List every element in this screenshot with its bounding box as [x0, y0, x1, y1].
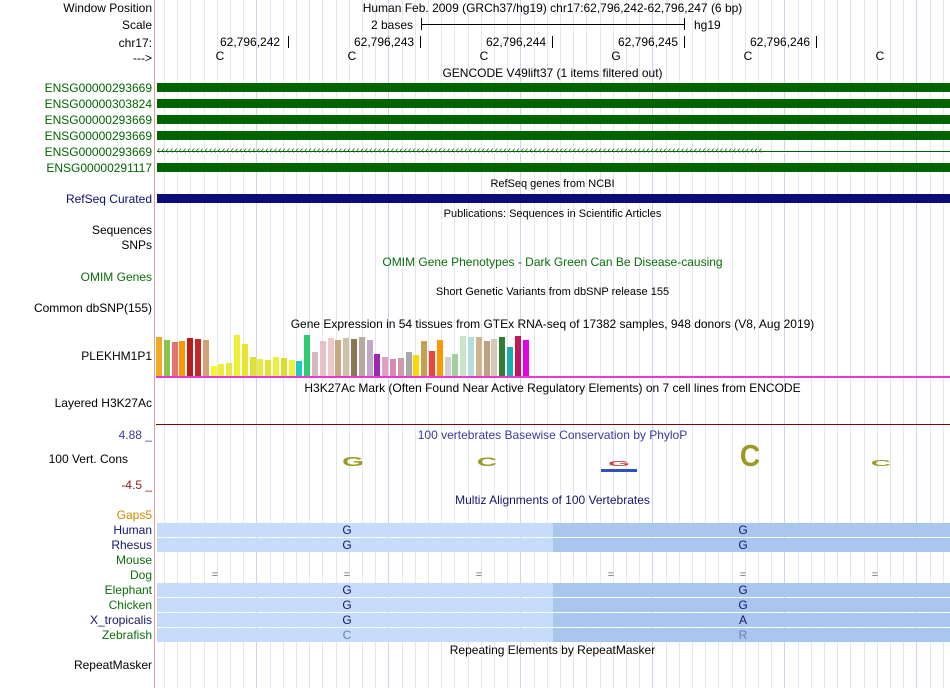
gencode-gene-label[interactable]: ENSG00000291117 [46, 161, 152, 175]
gtex-tissue-bar[interactable] [499, 337, 505, 376]
gtex-tissue-bar[interactable] [452, 354, 458, 376]
publications-sequences-label[interactable]: Sequences [91, 223, 152, 237]
multiz-base: G [738, 523, 748, 537]
gencode-gene-label[interactable]: ENSG00000293669 [44, 113, 152, 127]
gencode-gene-bar[interactable] [157, 163, 950, 172]
multiz-alignment-row[interactable] [157, 613, 950, 627]
window-position-text: Human Feb. 2009 (GRCh37/hg19) chr17:62,796,242-62,796,247 (6 bp) [362, 1, 743, 15]
label-column-divider [154, 0, 155, 688]
gtex-tissue-bar[interactable] [195, 339, 201, 376]
gtex-tissue-bar[interactable] [429, 351, 435, 376]
gtex-gene-line [156, 376, 950, 378]
gtex-tissue-bar[interactable] [523, 340, 529, 376]
gtex-tissue-bar[interactable] [218, 364, 224, 376]
conservation-track-label[interactable]: 100 Vert. Cons [48, 452, 128, 466]
multiz-species-label[interactable]: Rhesus [111, 538, 152, 552]
ruler-tick-mark-1 [288, 36, 289, 48]
multiz-base: = [211, 569, 219, 581]
multiz-base: G [738, 598, 748, 612]
sequence-base-2: C [347, 49, 357, 63]
ruler-tick-label-3: 62,796,244 [486, 35, 547, 49]
multiz-alignment-row[interactable] [157, 523, 950, 537]
multiz-base: A [738, 613, 747, 627]
ruler-tick-label-5: 62,796,246 [750, 35, 811, 49]
scale-bar [421, 24, 684, 25]
gtex-tissue-bar[interactable] [437, 340, 443, 376]
sequence-base-5: C [743, 49, 753, 63]
gtex-tissue-bar[interactable] [265, 360, 271, 376]
sequence-base-1: C [215, 49, 225, 63]
scale-bar-right-tick [684, 18, 685, 30]
gtex-tissue-bar[interactable] [289, 360, 295, 376]
gtex-tissue-bar[interactable] [179, 341, 185, 376]
sequence-base-4: G [611, 49, 621, 63]
omim-track-title[interactable]: OMIM Gene Phenotypes - Dark Green Can Be Disease-causing [382, 255, 723, 269]
gtex-tissue-bar[interactable] [187, 338, 193, 376]
gtex-tissue-bar[interactable] [203, 340, 209, 376]
dbsnp-track-label[interactable]: Common dbSNP(155) [33, 301, 152, 315]
gtex-tissue-bar[interactable] [468, 337, 474, 376]
omim-track-label[interactable]: OMIM Genes [80, 270, 152, 284]
h3k27ac-track-title[interactable]: H3K27Ac Mark (Often Found Near Active Regulatory Elements) on 7 cell lines from ENCODE [304, 381, 801, 395]
strand-arrows-icon: ‹‹‹‹‹‹‹‹‹‹‹‹‹‹‹‹‹‹‹‹‹‹‹‹‹‹‹‹‹‹‹‹‹‹‹‹‹‹‹‹‹‹‹‹‹‹‹‹‹‹‹‹‹‹‹‹‹‹‹‹‹‹‹‹‹‹‹‹‹‹‹‹‹‹‹‹‹‹‹‹‹‹‹‹‹‹‹‹‹‹‹‹‹‹‹‹‹‹‹‹‹‹‹‹‹‹‹‹‹‹‹‹‹‹‹‹‹‹‹‹‹‹‹‹‹‹‹‹‹‹‹‹‹‹‹‹‹‹‹‹ [157, 145, 764, 156]
multiz-base: = [871, 569, 879, 581]
gtex-track-title[interactable]: Gene Expression in 54 tissues from GTEx RNA-seq of 17382 samples, 948 donors (V8, Aug 2019) [290, 317, 815, 331]
multiz-base: G [342, 538, 352, 552]
multiz-species-label[interactable]: Elephant [104, 583, 152, 597]
multiz-base: G [738, 583, 748, 597]
gtex-tissue-bar[interactable] [304, 335, 310, 376]
scale-bar-left-tick [421, 18, 422, 30]
gencode-track-title[interactable]: GENCODE V49lift37 (1 items filtered out) [442, 66, 663, 80]
gtex-tissue-bar[interactable] [359, 337, 365, 376]
gtex-tissue-bar[interactable] [211, 366, 217, 376]
chrom-ruler-label: chr17: [118, 36, 152, 50]
gtex-tissue-bar[interactable] [250, 357, 256, 376]
scale-assembly-text: hg19 [694, 18, 721, 32]
multiz-species-label[interactable]: Dog [129, 568, 152, 582]
ruler-tick-label-4: 62,796,245 [618, 35, 679, 49]
conservation-logo-letter[interactable]: C [739, 440, 761, 474]
conservation-logo-letter[interactable]: C [476, 455, 498, 469]
multiz-base: = [607, 569, 615, 581]
gtex-tissue-bar[interactable] [382, 357, 388, 376]
ruler-tick-label-2: 62,796,243 [354, 35, 415, 49]
multiz-base: C [342, 628, 352, 642]
repeatmasker-track-title[interactable]: Repeating Elements by RepeatMasker [449, 643, 656, 657]
publications-track-title[interactable]: Publications: Sequences in Scientific Articles [443, 208, 662, 220]
ruler-tick-mark-2 [420, 36, 421, 48]
gtex-tissue-bar[interactable] [460, 336, 466, 376]
gtex-tissue-bar[interactable] [164, 340, 170, 376]
gtex-tissue-bar[interactable] [476, 337, 482, 376]
gtex-tissue-bar[interactable] [515, 336, 521, 376]
multiz-gaps-label: Gaps5 [116, 508, 152, 522]
gtex-tissue-bar[interactable] [343, 338, 349, 376]
gencode-gene-label[interactable]: ENSG00000293669 [44, 145, 152, 159]
gtex-tissue-bar[interactable] [351, 339, 357, 376]
gtex-tissue-bar[interactable] [491, 339, 497, 376]
h3k27ac-track-label[interactable]: Layered H3K27Ac [54, 396, 152, 410]
conservation-track-title[interactable]: 100 vertebrates Basewise Conservation by PhyloP [417, 428, 688, 442]
multiz-alignment-row[interactable] [157, 583, 950, 597]
conservation-logo-letter[interactable]: G [608, 459, 630, 468]
conservation-logo-letter[interactable]: C [870, 459, 892, 468]
multiz-alignment-row[interactable] [157, 628, 950, 642]
multiz-alignment-row[interactable] [157, 568, 950, 582]
gencode-gene-label[interactable]: ENSG00000293669 [44, 129, 152, 143]
h3k27ac-signal-baseline [156, 424, 950, 425]
sequence-strand-label: ---> [133, 51, 152, 65]
gtex-tissue-bar[interactable] [226, 363, 232, 376]
dbsnp-track-title[interactable]: Short Genetic Variants from dbSNP release 155 [435, 286, 670, 298]
gtex-tissue-bar[interactable] [507, 347, 513, 376]
gtex-tissue-bar[interactable] [421, 341, 427, 376]
gtex-tissue-bar[interactable] [374, 354, 380, 376]
multiz-base: = [739, 569, 747, 581]
gtex-gene-label[interactable]: PLEKHM1P1 [81, 349, 152, 363]
multiz-base: G [342, 523, 352, 537]
multiz-species-label[interactable]: Chicken [108, 598, 152, 612]
gtex-tissue-bar[interactable] [398, 358, 404, 376]
multiz-track-title[interactable]: Multiz Alignments of 100 Vertebrates [455, 493, 650, 507]
gtex-tissue-bar[interactable] [445, 357, 451, 376]
gtex-tissue-bar[interactable] [390, 359, 396, 376]
multiz-species-label[interactable]: Mouse [115, 553, 152, 567]
multiz-species-label[interactable]: Zebrafish [101, 628, 152, 642]
gtex-expression-chart[interactable] [156, 334, 536, 376]
repeatmasker-track-label[interactable]: RepeatMasker [73, 658, 152, 672]
conservation-logo-letter[interactable]: G [342, 454, 364, 469]
gtex-tissue-bar[interactable] [234, 335, 240, 376]
ruler-tick-mark-5 [816, 36, 817, 48]
multiz-species-label[interactable]: X_tropicalis [89, 613, 152, 627]
gtex-tissue-bar[interactable] [320, 341, 326, 376]
window-position-label: Window Position [63, 1, 152, 15]
refseq-gene-bar[interactable] [157, 194, 950, 203]
gtex-tissue-bar[interactable] [335, 340, 341, 376]
multiz-species-label[interactable]: Human [113, 523, 152, 537]
gtex-tissue-bar[interactable] [273, 357, 279, 376]
gtex-tissue-bar[interactable] [257, 359, 263, 376]
refseq-track-title[interactable]: RefSeq genes from NCBI [490, 178, 615, 190]
ruler-tick-mark-3 [552, 36, 553, 48]
multiz-base: = [475, 569, 483, 581]
sequence-base-3: C [479, 49, 489, 63]
gtex-tissue-bar[interactable] [296, 361, 302, 376]
gtex-tissue-bar[interactable] [172, 342, 178, 376]
gtex-tissue-bar[interactable] [281, 358, 287, 376]
multiz-alignment-row[interactable] [157, 538, 950, 552]
multiz-base: = [343, 569, 351, 581]
sequence-base-6: C [875, 49, 885, 63]
multiz-alignment-row[interactable] [157, 598, 950, 612]
gtex-tissue-bar[interactable] [328, 338, 334, 376]
multiz-base: G [738, 538, 748, 552]
gencode-gene-bar[interactable] [157, 145, 950, 156]
publications-snps-label[interactable]: SNPs [121, 238, 152, 252]
scale-bases-text: 2 bases [371, 18, 414, 32]
ruler-tick-label-1: 62,796,242 [220, 35, 281, 49]
gtex-tissue-bar[interactable] [367, 340, 373, 376]
gtex-tissue-bar[interactable] [413, 355, 419, 376]
conservation-y-max-label: 4.88 _ [118, 428, 152, 442]
multiz-base: G [342, 613, 352, 627]
conservation-logo-plot[interactable] [155, 440, 950, 480]
multiz-base: G [342, 583, 352, 597]
gencode-gene-bar[interactable] [157, 115, 950, 124]
multiz-base: G [342, 598, 352, 612]
gencode-gene-label[interactable]: ENSG00000293669 [44, 81, 152, 95]
ruler-tick-mark-4 [684, 36, 685, 48]
gencode-gene-bar[interactable] [157, 99, 950, 108]
gtex-tissue-bar[interactable] [312, 352, 318, 376]
scale-label: Scale [121, 18, 152, 32]
refseq-track-label[interactable]: RefSeq Curated [65, 192, 152, 206]
gencode-gene-bar[interactable] [157, 83, 950, 92]
multiz-base: R [738, 628, 748, 642]
conservation-negative-mark [601, 469, 637, 472]
gtex-tissue-bar[interactable] [242, 344, 248, 376]
conservation-y-min-label: -4.5 _ [121, 478, 152, 492]
gencode-gene-bar[interactable] [157, 131, 950, 140]
gtex-tissue-bar[interactable] [406, 352, 412, 376]
gencode-gene-label[interactable]: ENSG00000303824 [44, 97, 152, 111]
gtex-tissue-bar[interactable] [484, 341, 490, 376]
gtex-tissue-bar[interactable] [156, 337, 162, 376]
